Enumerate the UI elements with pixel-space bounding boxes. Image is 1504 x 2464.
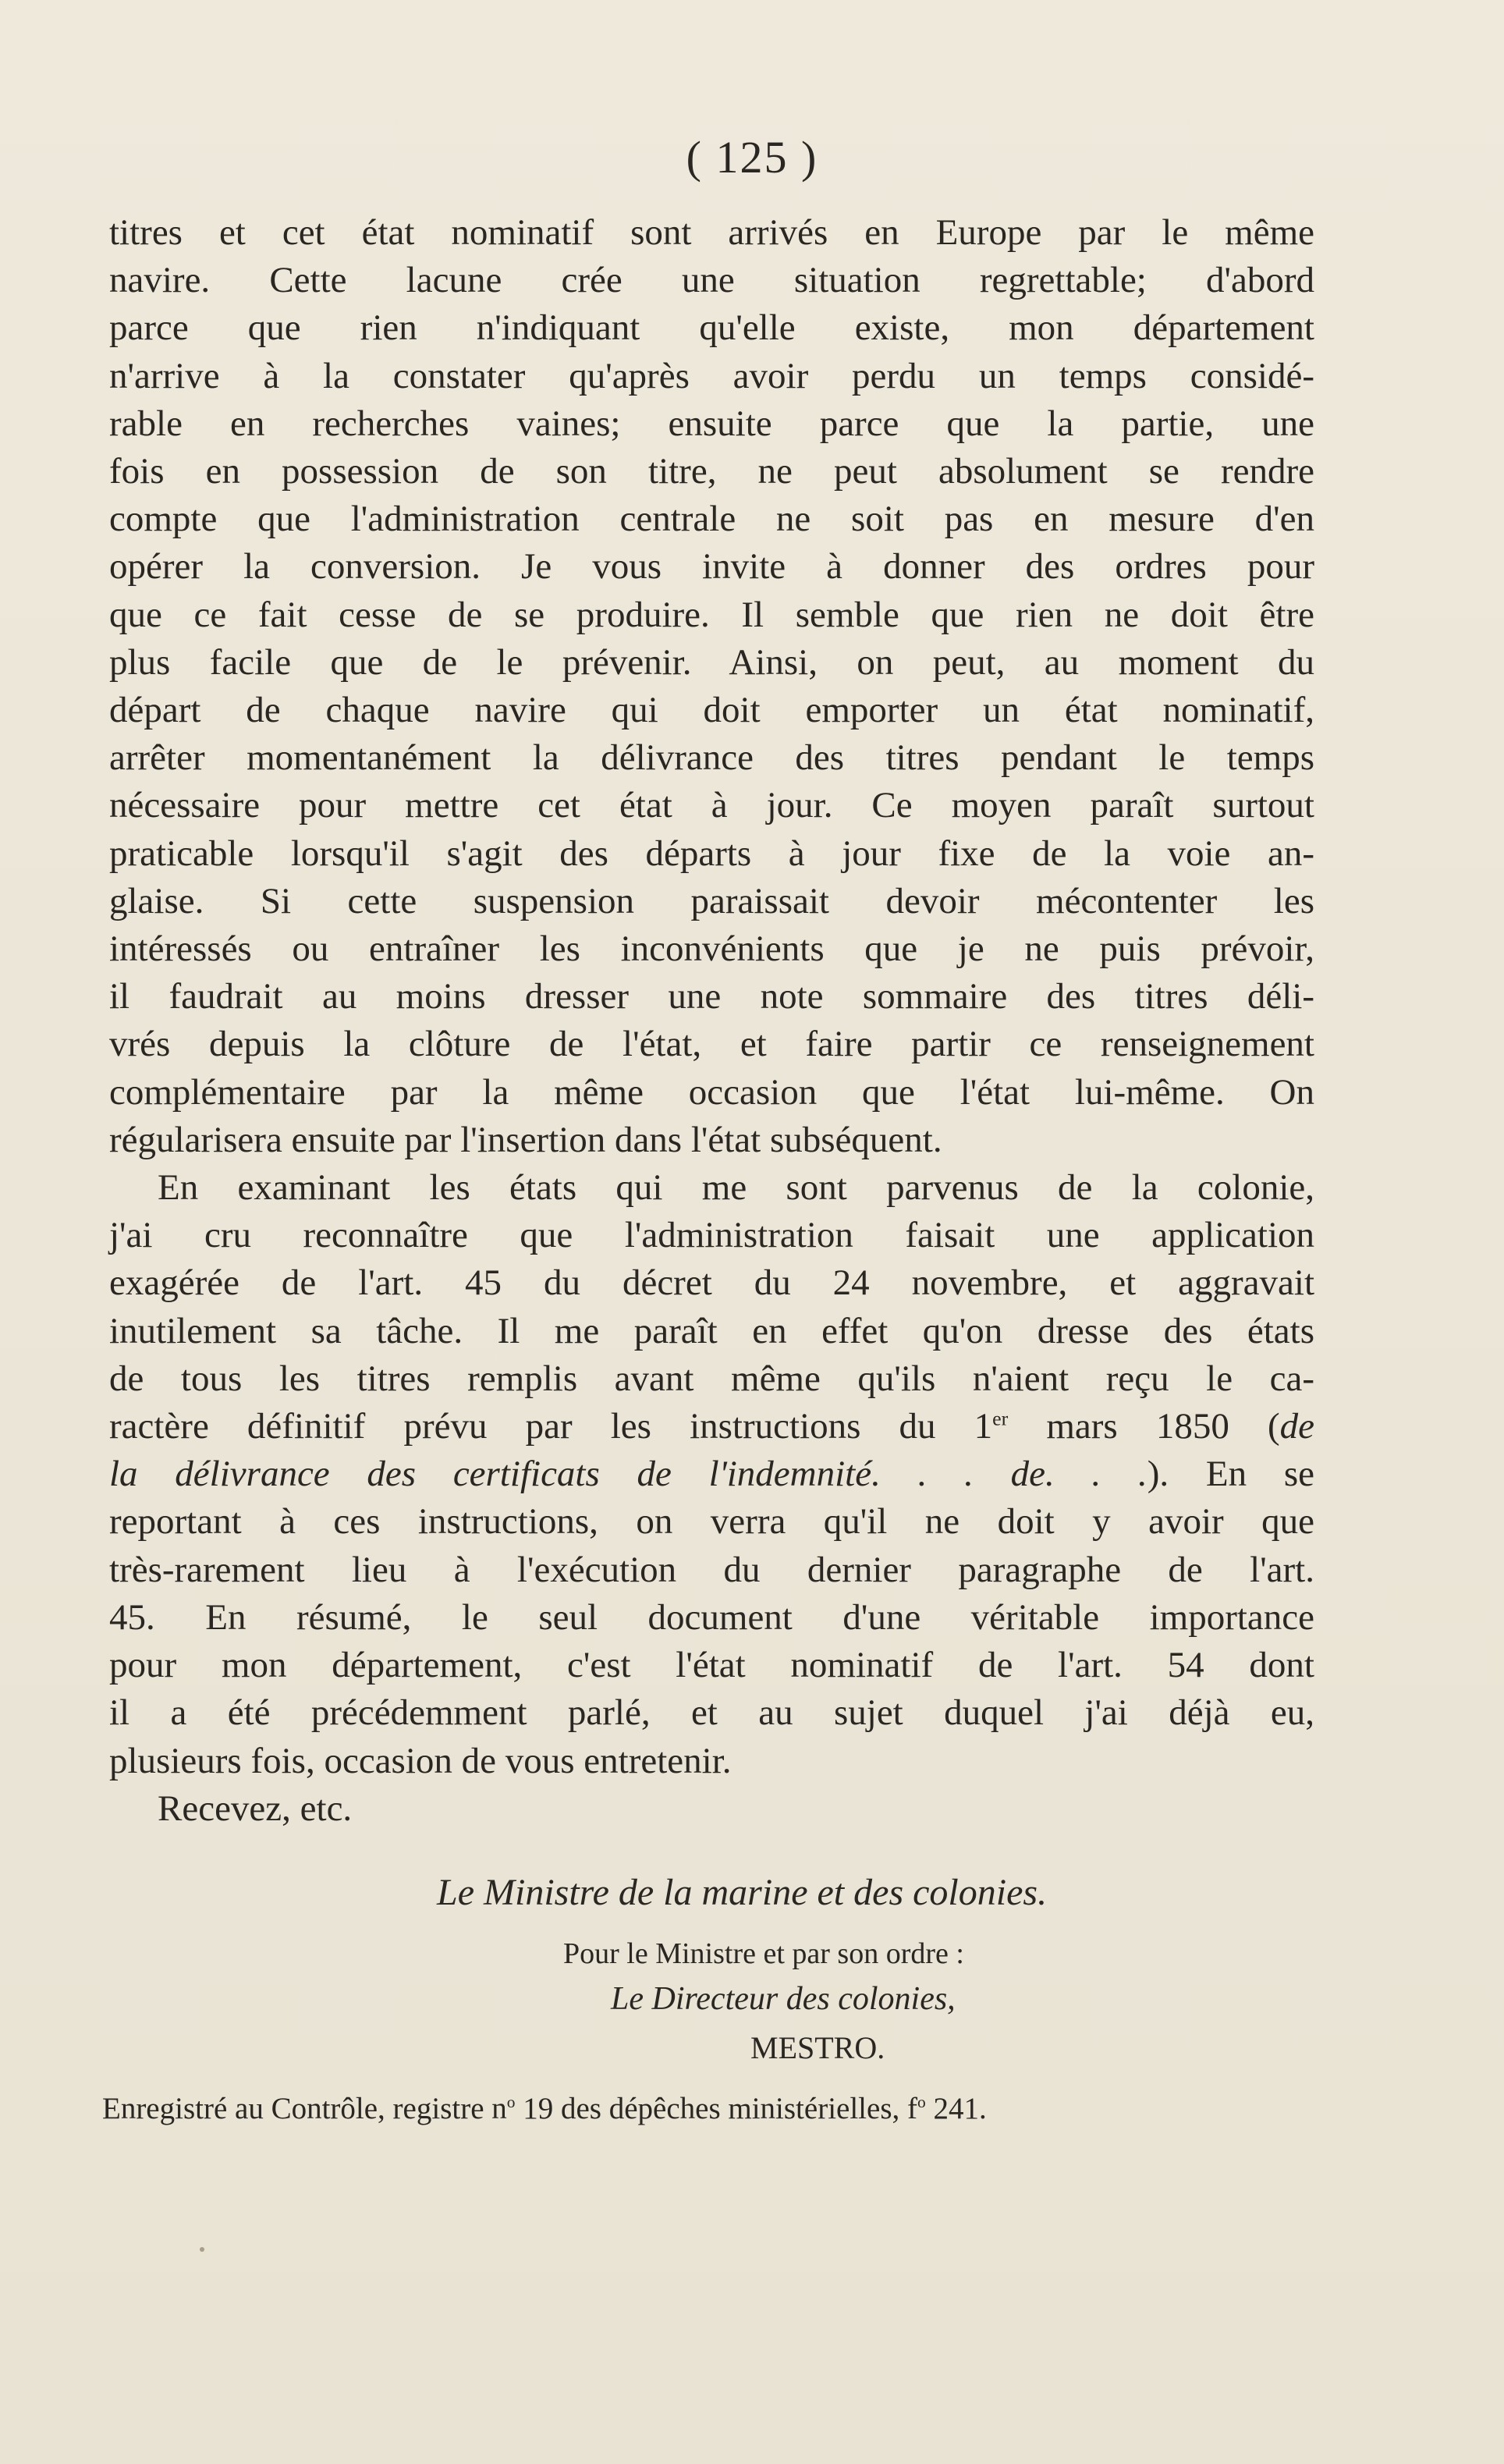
italic-segment: la délivrance des certificats de l'indemnité. . . de. . . bbox=[109, 1454, 1148, 1495]
text-line: régularisera ensuite par l'insertion dans l'état subséquent. bbox=[109, 1119, 942, 1160]
text-line: de tous les titres remplis avant même qu'ils n'aient reçu le ca- bbox=[109, 1358, 1314, 1399]
text-line: exagérée de l'art. 45 du décret du 24 novembre, et aggravait bbox=[109, 1262, 1314, 1304]
text-line: compte que l'administration centrale ne soit pas en mesure d'en bbox=[109, 499, 1314, 540]
text-line: praticable lorsqu'il s'agit des départs à jour fixe de la voie an- bbox=[109, 833, 1314, 874]
text-line: vrés depuis la clôture de l'état, et faire partir ce renseignement bbox=[109, 1024, 1314, 1065]
text-segment: ractère définitif prévu par les instructions du 1 bbox=[109, 1406, 993, 1447]
text-line: n'arrive à la constater qu'après avoir perdu un temps considé- bbox=[109, 355, 1314, 396]
paragraph-3 bbox=[109, 1785, 1314, 1833]
signatory-name: MESTRO. bbox=[750, 2030, 885, 2065]
text-line: glaise. Si cette suspension paraissait devoir mécontenter les bbox=[109, 880, 1314, 921]
paper-speck bbox=[200, 2247, 204, 2252]
director-title: Le Directeur des colonies, bbox=[611, 1981, 956, 2017]
closing-line: Recevez, etc. bbox=[158, 1788, 353, 1829]
text-line: il faudrait au moins dresser une note sommaire des titres déli- bbox=[109, 976, 1314, 1017]
delegation-line: Pour le Ministre et par son ordre : bbox=[563, 1937, 964, 1970]
text-line: plus facile que de le prévenir. Ainsi, on peut, au moment du bbox=[109, 641, 1314, 683]
text-line: fois en possession de son titre, ne peut absolument se rendre bbox=[109, 451, 1314, 492]
superscript: o bbox=[506, 2093, 516, 2111]
text-line-with-italic bbox=[109, 1450, 1314, 1498]
text-line: complémentaire par la même occasion que l'état lui-même. On bbox=[109, 1071, 1314, 1113]
text-segment: 241. bbox=[925, 2092, 987, 2125]
letter-body bbox=[109, 209, 1314, 1833]
text-segment: 19 des dépêches ministérielles, f bbox=[515, 2092, 917, 2125]
text-line: pour mon département, c'est l'état nominatif de l'art. 54 dont bbox=[109, 1645, 1314, 1686]
superscript: o bbox=[917, 2093, 926, 2111]
text-line: arrêter momentanément la délivrance des titres pendant le temps bbox=[109, 737, 1314, 779]
text-line: navire. Cette lacune crée une situation regrettable; d'abord bbox=[109, 260, 1314, 301]
text-line: très-rarement lieu à l'exécution du dernier paragraphe de l'art. bbox=[109, 1549, 1314, 1590]
text-line: il a été précédemment parlé, et au sujet duquel j'ai déjà eu, bbox=[109, 1692, 1314, 1734]
text-line: départ de chaque navire qui doit emporter un état nominatif, bbox=[109, 690, 1314, 731]
superscript: er bbox=[992, 1407, 1009, 1430]
paragraph-2 bbox=[109, 1164, 1314, 1785]
text-line: nécessaire pour mettre cet état à jour. Ce moyen paraît surtout bbox=[109, 785, 1314, 826]
text-line: inutilement sa tâche. Il me paraît en effet qu'on dresse des états bbox=[109, 1310, 1314, 1351]
text-line: 45. En résumé, le seul document d'une véritable importance bbox=[109, 1596, 1314, 1638]
text-line: En examinant les états qui me sont parvenus de la colonie, bbox=[158, 1167, 1314, 1209]
text-line: opérer la conversion. Je vous invite à donner des ordres pour bbox=[109, 546, 1314, 588]
text-line: reportant à ces instructions, on verra qu'il ne doit y avoir que bbox=[109, 1501, 1314, 1543]
text-segment: Enregistré au Contrôle, registre n bbox=[102, 2092, 507, 2125]
text-segment: mars 1850 ( bbox=[1008, 1406, 1280, 1447]
text-line: parce que rien n'indiquant qu'elle existe, mon département bbox=[109, 307, 1314, 349]
page-number: ( 125 ) bbox=[686, 132, 818, 183]
text-line: intéressés ou entraîner les inconvénients que je ne puis prévoir, bbox=[109, 928, 1314, 970]
italic-segment: de bbox=[1279, 1406, 1315, 1447]
text-segment: ). En se bbox=[1147, 1454, 1315, 1495]
text-line: j'ai cru reconnaître que l'administration faisait une application bbox=[109, 1215, 1314, 1256]
text-line: que ce fait cesse de se produire. Il semble que rien ne doit être bbox=[109, 594, 1314, 635]
text-line: plusieurs fois, occasion de vous entretenir. bbox=[109, 1740, 732, 1781]
paragraph-1 bbox=[109, 209, 1314, 1164]
registration-note bbox=[102, 2091, 987, 2126]
signatory-title: Le Ministre de la marine et des colonies. bbox=[437, 1872, 1048, 1913]
text-line: rable en recherches vaines; ensuite parce que la partie, une bbox=[109, 403, 1314, 444]
text-line-with-superscript bbox=[109, 1403, 1314, 1450]
text-line: titres et cet état nominatif sont arrivés en Europe par le même bbox=[109, 212, 1314, 253]
